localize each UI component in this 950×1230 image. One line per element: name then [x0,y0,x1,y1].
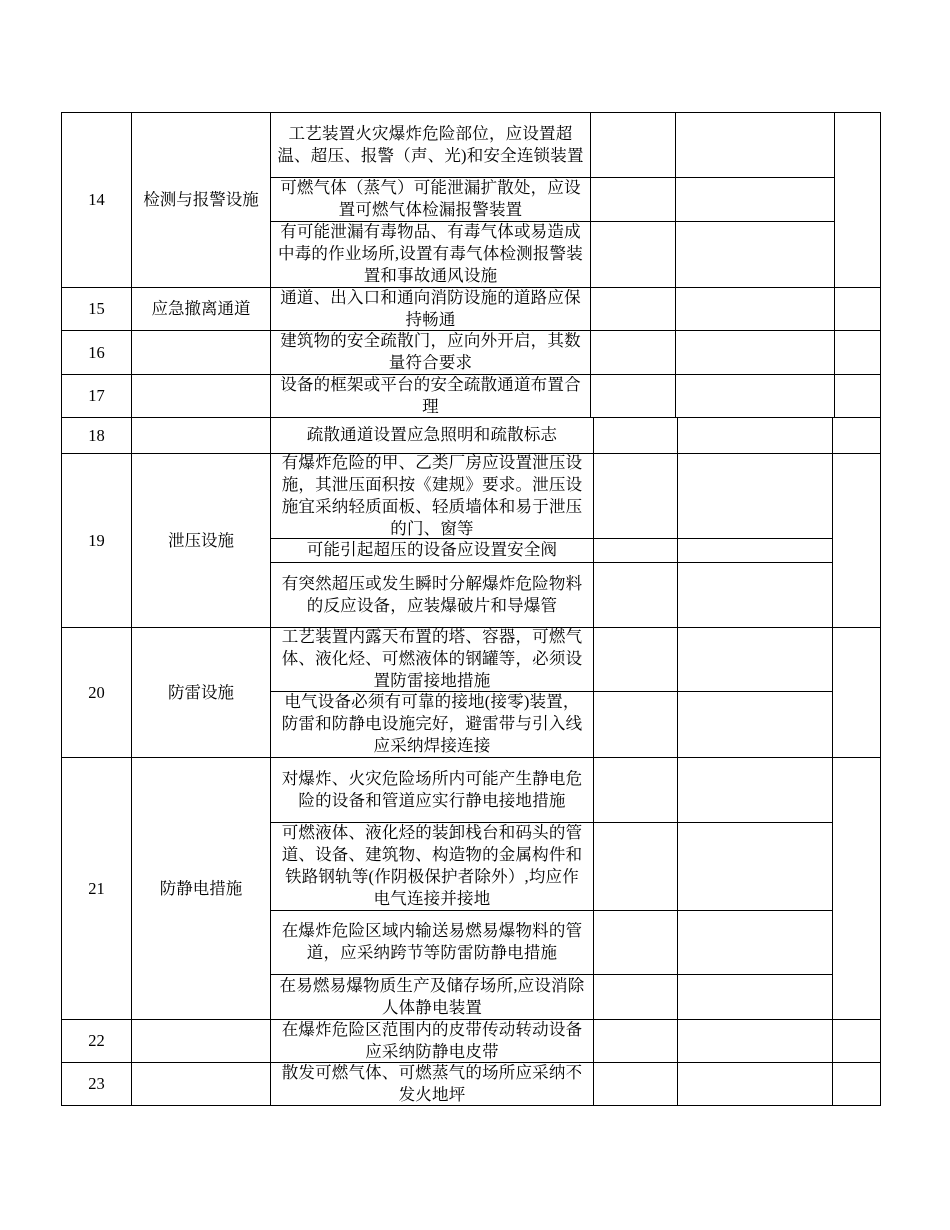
column-divider [675,112,676,287]
column-divider [593,1062,594,1105]
requirement-text: 可燃气体（蒸气）可能泄漏扩散处，应设置可燃气体检漏报警装置 [280,178,581,219]
item-category: 防静电措施 [159,878,243,898]
column-divider [834,287,835,330]
check-divider [677,822,832,823]
item-number: 19 [88,530,105,550]
item-number: 22 [88,1031,105,1050]
column-divider [593,1019,594,1062]
item-number: 21 [88,878,105,898]
item-category: 应急撤离通道 [151,299,251,318]
column-divider [593,757,594,1019]
item-category: 检测与报警设施 [143,190,259,209]
check-divider [593,562,677,563]
item-number: 15 [88,299,105,318]
requirement-text: 工艺装置内露天布置的塔、容器，可燃气体、液化烃、可燃液体的钢罐等，必须设置防雷接地措施 [281,627,583,690]
column-divider [832,1062,833,1105]
check-divider [590,221,675,222]
item-number: 14 [88,190,105,209]
column-divider [593,627,594,757]
column-divider [131,330,132,374]
item-category: 泄压设施 [168,530,234,550]
check-divider [677,538,832,539]
check-divider [677,974,832,975]
item-number: 23 [88,1074,105,1093]
table-right-border [880,112,881,1106]
column-divider [677,453,678,627]
requirement-text: 电气设备必须有可靠的接地(接零)装置，防雷和防静电设施完好，避雷带与引入线应采纳焊接连接 [281,692,583,755]
requirement-text: 对爆炸、火灾危险场所内可能产生静电危险的设备和管道应实行静电接地措施 [281,768,583,810]
column-divider [834,112,835,287]
column-divider [677,1019,678,1062]
column-divider [675,330,676,374]
requirement-text: 有可能泄漏有毒物品、有毒气体或易造成中毒的作业场所,设置有毒气体检测报警装置和事故通风设施 [278,222,583,285]
column-divider [677,1062,678,1105]
requirement-text: 在易燃易爆物质生产及储存场所,应设消除人体静电装置 [279,975,585,1017]
requirement-text: 疏散通道设置应急照明和疏散标志 [306,425,558,444]
column-divider [834,330,835,374]
requirement-text: 通道、出入口和通向消防设施的道路应保持畅通 [280,287,581,329]
column-divider [593,453,594,627]
column-divider [131,374,132,417]
requirement-text: 建筑物的安全疏散门，应向外开启，其数量符合要求 [280,331,581,372]
check-divider [677,562,832,563]
column-divider [675,374,676,417]
requirement-text: 在爆炸危险区范围内的皮带传动转动设备应采纳防静电皮带 [281,1019,583,1061]
check-divider [675,177,834,178]
check-divider [593,910,677,911]
column-divider [832,1019,833,1062]
column-divider [131,417,132,453]
column-divider [675,287,676,330]
item-category: 防雷设施 [168,682,234,702]
column-divider [131,1019,132,1062]
column-divider [590,287,591,330]
column-divider [677,627,678,757]
row-border [61,1105,881,1106]
column-divider [677,417,678,453]
column-divider [834,374,835,417]
check-divider [593,691,677,692]
check-divider [677,691,832,692]
requirement-text: 在爆炸危险区域内输送易燃易爆物料的管道，应采纳跨节等防雷防静电措施 [281,921,583,962]
check-divider [590,177,675,178]
item-number: 17 [88,386,105,405]
column-divider [677,757,678,1019]
item-number: 18 [88,425,105,445]
requirement-text: 有爆炸危险的甲、乙类厂房应设置泄压设施，其泄压面积按《建规》要求。泄压设施宜采纳轻质面板、轻质墙体和易于泄压的门、窗等 [281,453,583,538]
column-divider [590,374,591,417]
check-divider [677,910,832,911]
column-divider [131,1062,132,1105]
item-number: 20 [88,682,105,702]
column-divider [593,417,594,453]
column-divider [590,330,591,374]
requirement-text: 工艺装置火灾爆炸危险部位，应设置超温、超压、报警（声、光)和安全连锁装置 [277,123,584,165]
check-divider [593,974,677,975]
check-divider [593,538,677,539]
column-divider [832,627,833,757]
requirement-text: 设备的框架或平台的安全疏散通道布置合理 [280,374,581,416]
check-divider [593,822,677,823]
column-divider [590,112,591,287]
requirement-text: 有突然超压或发生瞬时分解爆炸危险物料的反应设备，应装爆破片和导爆管 [281,573,583,615]
column-divider [832,757,833,1019]
column-divider [832,417,833,453]
column-divider [832,453,833,627]
requirement-text: 可能引起超压的设备应设置安全阀 [306,540,558,559]
item-number: 16 [88,342,105,362]
check-divider [675,221,834,222]
requirement-text: 散发可燃气体、可燃蒸气的场所应采纳不发火地坪 [281,1062,583,1104]
requirement-text: 可燃液体、液化烃的装卸栈台和码头的管道、设备、建筑物、构造物的金属构件和铁路钢轨等(作阴极保护者除外）,均应作电气连接并接地 [281,823,583,908]
